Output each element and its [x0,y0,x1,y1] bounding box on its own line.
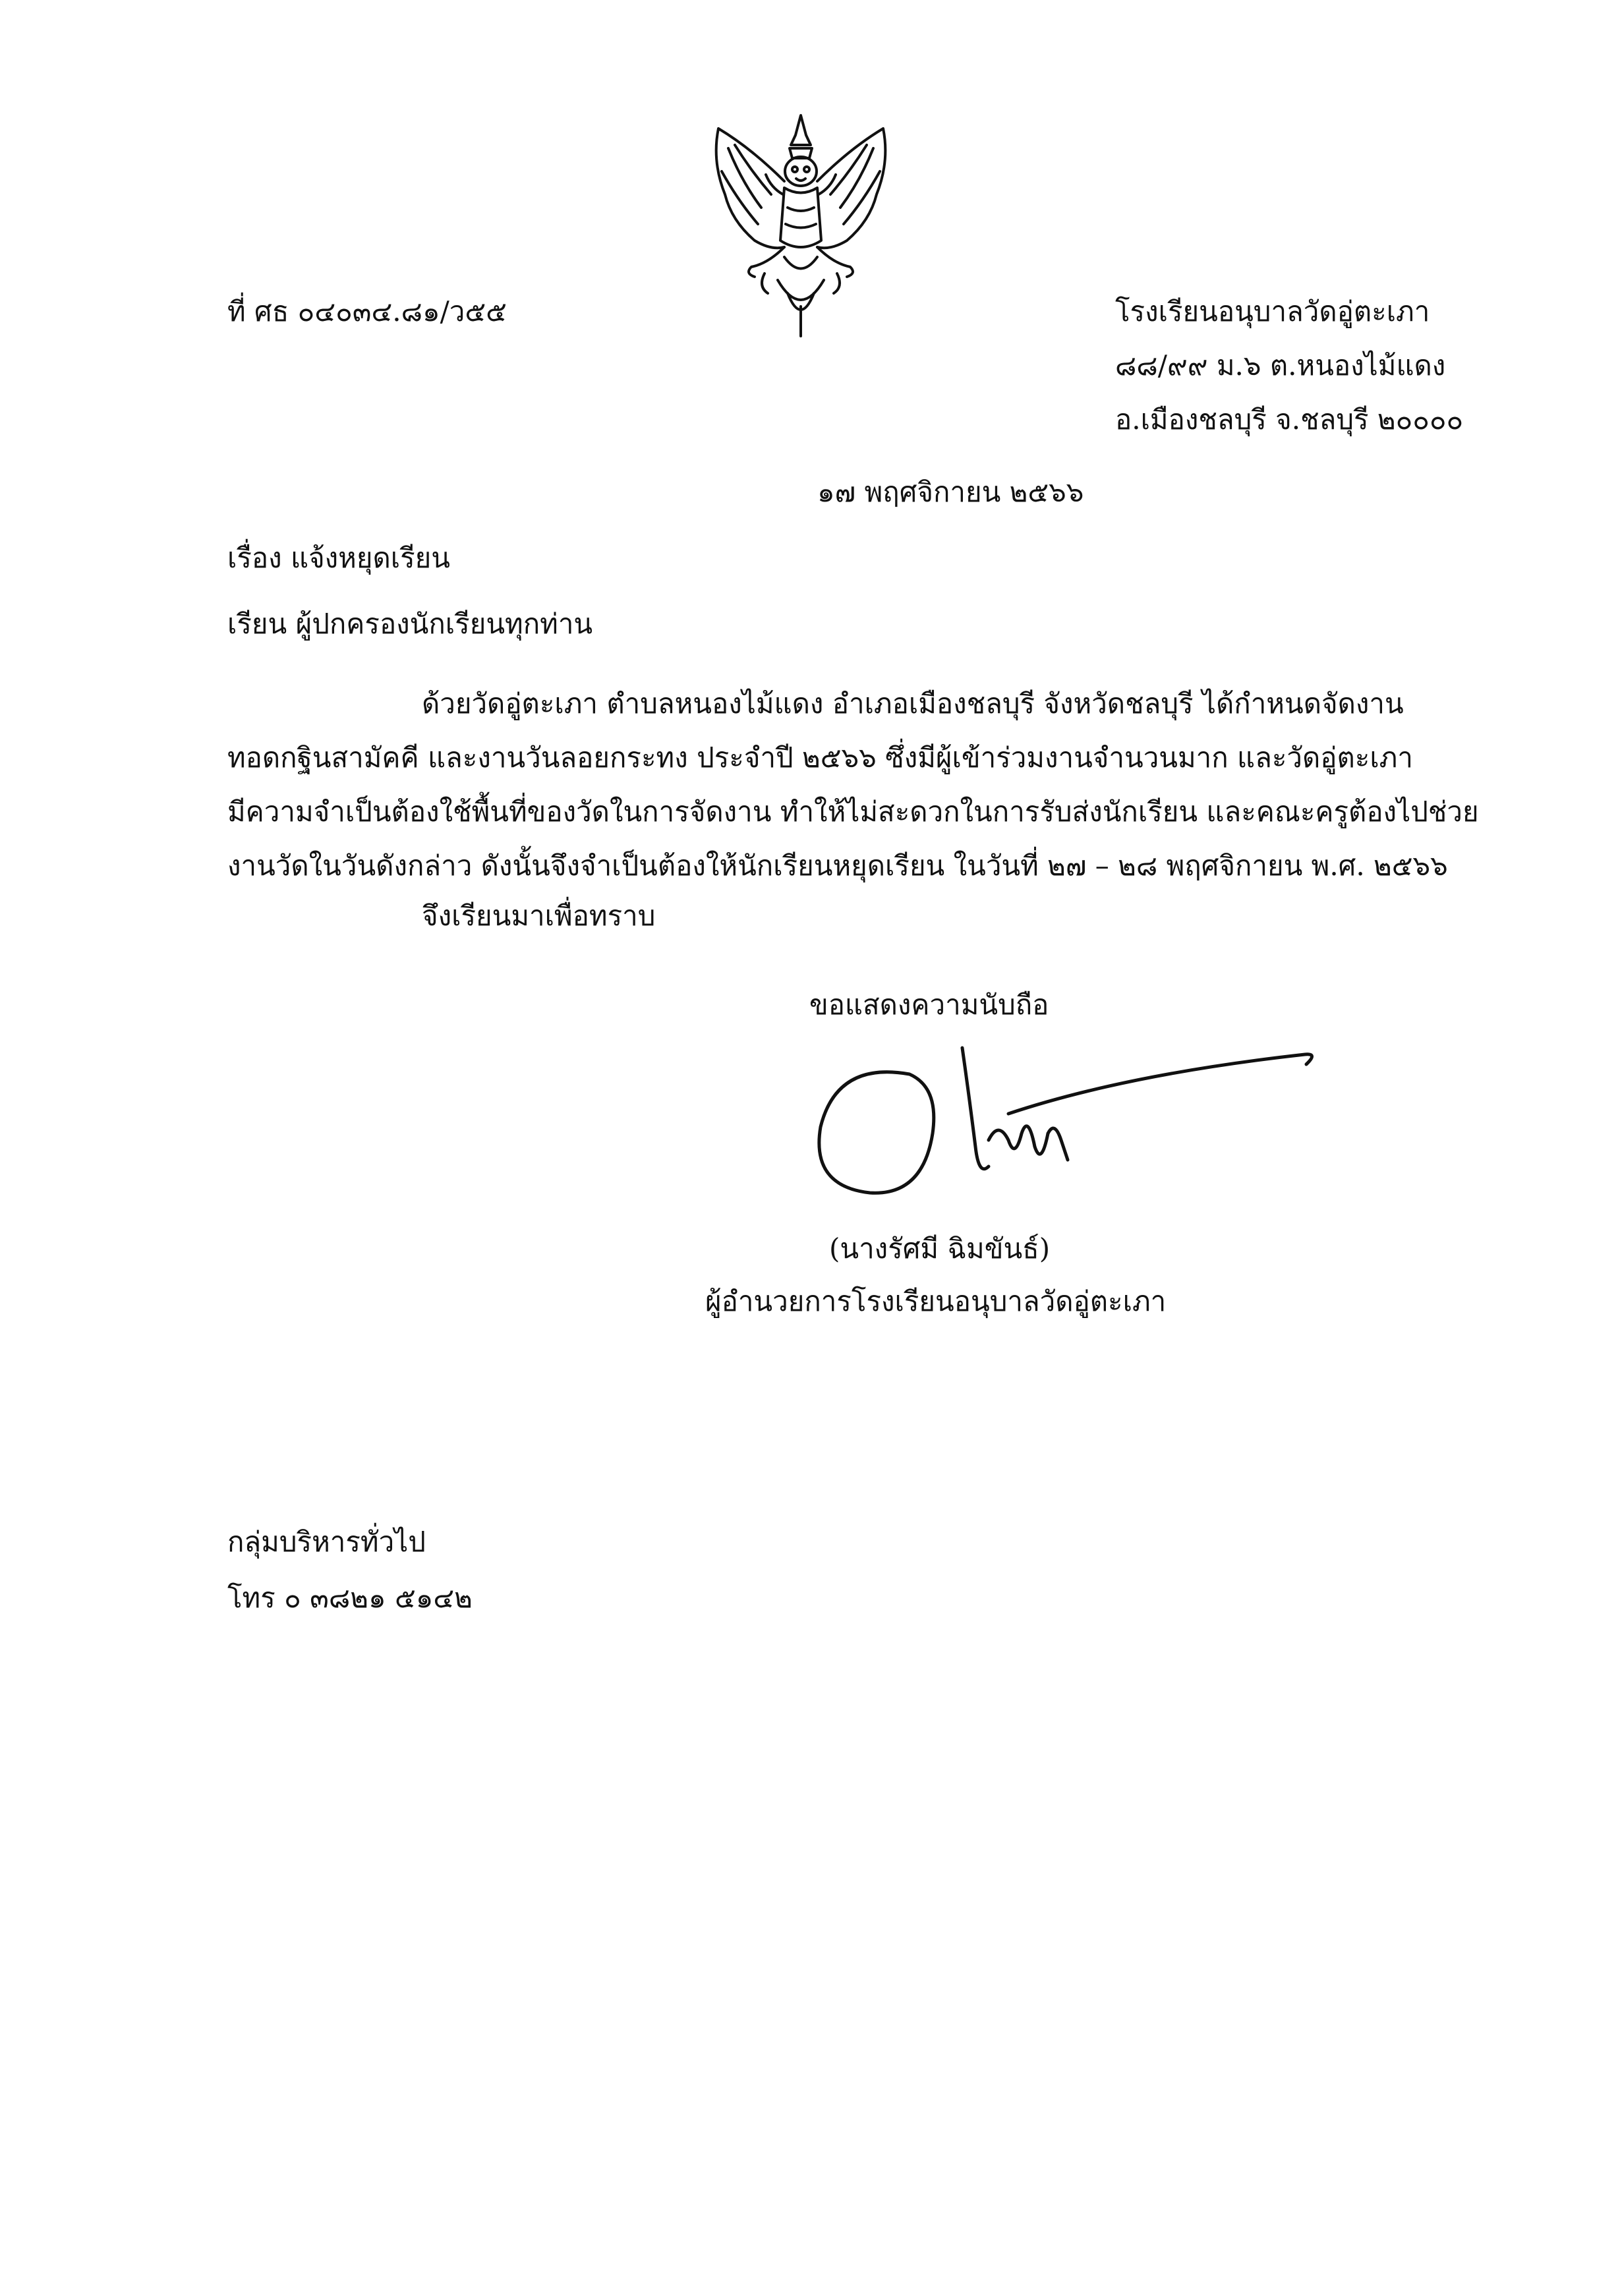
letter-subject: เรื่อง แจ้งหยุดเรียน [227,542,450,574]
garuda-emblem-icon [705,109,896,346]
sender-address-line1: ๘๘/๙๙ ม.๖ ต.หนองไม้แดง [1115,349,1446,382]
footer-department: กลุ่มบริหารทั่วไป [227,1526,426,1558]
body-line: งานวัดในวันดังกล่าว ดังนั้นจึงจำเป็นต้องให้นักเรียนหยุดเรียน ในวันที่ ๒๗ – ๒๘ พฤศจิกายน พ.ศ. ๒๕๖๖ [227,849,1448,882]
body-line: ด้วยวัดอู่ตะเภา ตำบลหนองไม้แดง อำเภอเมืองชลบุรี จังหวัดชลบุรี ได้กำหนดจัดงาน [422,687,1404,720]
signer-name: (นางรัศมี ฉิมขันธ์) [829,1232,1051,1265]
closing-sentence: จึงเรียนมาเพื่อทราบ [422,900,656,932]
sender-address-line2: อ.เมืองชลบุรี จ.ชลบุรี ๒๐๐๐๐ [1115,403,1464,436]
salutation: ขอแสดงความนับถือ [809,989,1049,1021]
body-line: มีความจำเป็นต้องใช้พื้นที่ของวัดในการจัดงาน ทำให้ไม่สะดวกในการรับส่งนักเรียน และคณะครูต้องไปช่วย [227,795,1479,828]
reference-number: ที่ ศธ ๐๔๐๓๔.๘๑/ว๕๕ [227,295,507,328]
footer-phone: โทร ๐ ๓๘๒๑ ๕๑๔๒ [227,1582,473,1614]
letter-date: ๑๗ พฤศจิกายน ๒๕๖๖ [817,476,1084,508]
signer-title: ผู้อำนวยการโรงเรียนอนุบาลวัดอู่ตะเภา [705,1285,1167,1317]
letter-recipient: เรียน ผู้ปกครองนักเรียนทุกท่าน [227,608,593,640]
handwritten-signature [811,1035,1325,1213]
sender-name: โรงเรียนอนุบาลวัดอู่ตะเภา [1115,295,1430,328]
body-line: ทอดกฐินสามัคคี และงานวันลอยกระทง ประจำปี ๒๕๖๖ ซึ่งมีผู้เข้าร่วมงานจำนวนมาก และวัดอู่ตะเภา [227,741,1413,774]
